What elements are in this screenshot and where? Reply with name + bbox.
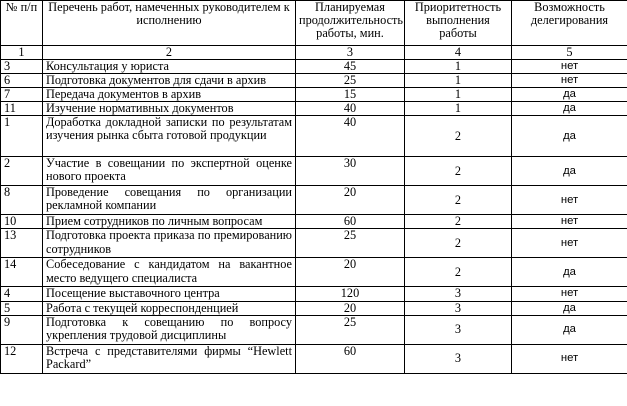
table-row — [1, 74, 627, 88]
table-row — [1, 258, 627, 287]
cell-priority: 2 — [405, 258, 512, 287]
cell-task: Доработка докладной записки по результатам изучения рынка сбыта готовой продукции — [43, 116, 296, 157]
column-number-row — [1, 46, 627, 60]
cell-num: 8 — [1, 186, 43, 215]
header-num: № п/п — [1, 1, 43, 46]
cell-priority: 3 — [405, 301, 512, 315]
cell-duration: 20 — [296, 186, 405, 215]
cell-duration: 40 — [296, 116, 405, 157]
cell-priority: 2 — [405, 229, 512, 258]
column-number: 3 — [296, 46, 405, 60]
cell-num: 6 — [1, 74, 43, 88]
cell-delegation: да — [512, 258, 627, 287]
cell-task: Посещение выставочного центра — [43, 287, 296, 301]
column-number: 4 — [405, 46, 512, 60]
cell-delegation: нет — [512, 60, 627, 74]
table-row — [1, 287, 627, 301]
cell-task: Подготовка документов для сдачи в архив — [43, 74, 296, 88]
cell-delegation: да — [512, 88, 627, 102]
cell-num: 12 — [1, 344, 43, 373]
table-row — [1, 344, 627, 373]
cell-delegation: нет — [512, 215, 627, 229]
cell-num: 11 — [1, 102, 43, 116]
cell-priority: 1 — [405, 60, 512, 74]
header-priority: Приоритетность выполнения работы — [405, 1, 512, 46]
table-row — [1, 315, 627, 344]
table-row — [1, 60, 627, 74]
cell-num: 14 — [1, 258, 43, 287]
cell-task: Подготовка проекта приказа по премированию сотрудников — [43, 229, 296, 258]
table-row — [1, 116, 627, 157]
cell-delegation: нет — [512, 186, 627, 215]
cell-priority: 2 — [405, 116, 512, 157]
cell-duration: 25 — [296, 229, 405, 258]
cell-delegation: да — [512, 157, 627, 186]
table-row — [1, 229, 627, 258]
cell-priority: 2 — [405, 157, 512, 186]
cell-delegation: нет — [512, 287, 627, 301]
cell-task: Встреча с представителями фирмы “Hewlett Packard” — [43, 344, 296, 373]
cell-duration: 20 — [296, 258, 405, 287]
cell-duration: 25 — [296, 315, 405, 344]
cell-delegation: да — [512, 315, 627, 344]
cell-task: Подготовка к совещанию по вопросу укрепления трудовой дисциплины — [43, 315, 296, 344]
cell-priority: 1 — [405, 102, 512, 116]
cell-num: 13 — [1, 229, 43, 258]
table-row — [1, 88, 627, 102]
cell-duration: 120 — [296, 287, 405, 301]
cell-duration: 60 — [296, 215, 405, 229]
cell-priority: 1 — [405, 74, 512, 88]
cell-task: Участие в совещании по экспертной оценке нового проекта — [43, 157, 296, 186]
cell-delegation: нет — [512, 229, 627, 258]
cell-priority: 1 — [405, 88, 512, 102]
cell-num: 4 — [1, 287, 43, 301]
cell-task: Работа с текущей корреспонденцией — [43, 301, 296, 315]
cell-delegation: да — [512, 116, 627, 157]
header-delegation: Возможность делегирования — [512, 1, 627, 46]
cell-priority: 3 — [405, 287, 512, 301]
table-row — [1, 102, 627, 116]
column-number: 5 — [512, 46, 627, 60]
cell-task: Передача документов в архив — [43, 88, 296, 102]
cell-delegation: да — [512, 301, 627, 315]
header-task: Перечень работ, намеченных руководителем к исполнению — [43, 1, 296, 46]
table-row — [1, 157, 627, 186]
cell-duration: 40 — [296, 102, 405, 116]
cell-num: 7 — [1, 88, 43, 102]
cell-duration: 15 — [296, 88, 405, 102]
cell-num: 1 — [1, 116, 43, 157]
cell-num: 2 — [1, 157, 43, 186]
cell-num: 3 — [1, 60, 43, 74]
cell-duration: 60 — [296, 344, 405, 373]
cell-num: 10 — [1, 215, 43, 229]
cell-task: Изучение нормативных документов — [43, 102, 296, 116]
table-row — [1, 301, 627, 315]
cell-duration: 20 — [296, 301, 405, 315]
cell-task: Собеседование с кандидатом на вакантное место ведущего специалиста — [43, 258, 296, 287]
cell-delegation: да — [512, 102, 627, 116]
header-row — [1, 1, 627, 46]
table-row — [1, 215, 627, 229]
cell-delegation: нет — [512, 74, 627, 88]
cell-task: Прием сотрудников по личным вопросам — [43, 215, 296, 229]
cell-duration: 30 — [296, 157, 405, 186]
column-number: 1 — [1, 46, 43, 60]
cell-priority: 3 — [405, 315, 512, 344]
table-row — [1, 186, 627, 215]
cell-task: Проведение совещания по организации рекламной компании — [43, 186, 296, 215]
cell-num: 5 — [1, 301, 43, 315]
cell-duration: 45 — [296, 60, 405, 74]
cell-num: 9 — [1, 315, 43, 344]
cell-task: Консультация у юриста — [43, 60, 296, 74]
header-duration: Планируемая продолжительность работы, мин. — [296, 1, 405, 46]
cell-priority: 3 — [405, 344, 512, 373]
column-number: 2 — [43, 46, 296, 60]
cell-priority: 2 — [405, 186, 512, 215]
cell-priority: 2 — [405, 215, 512, 229]
cell-duration: 25 — [296, 74, 405, 88]
cell-delegation: нет — [512, 344, 627, 373]
